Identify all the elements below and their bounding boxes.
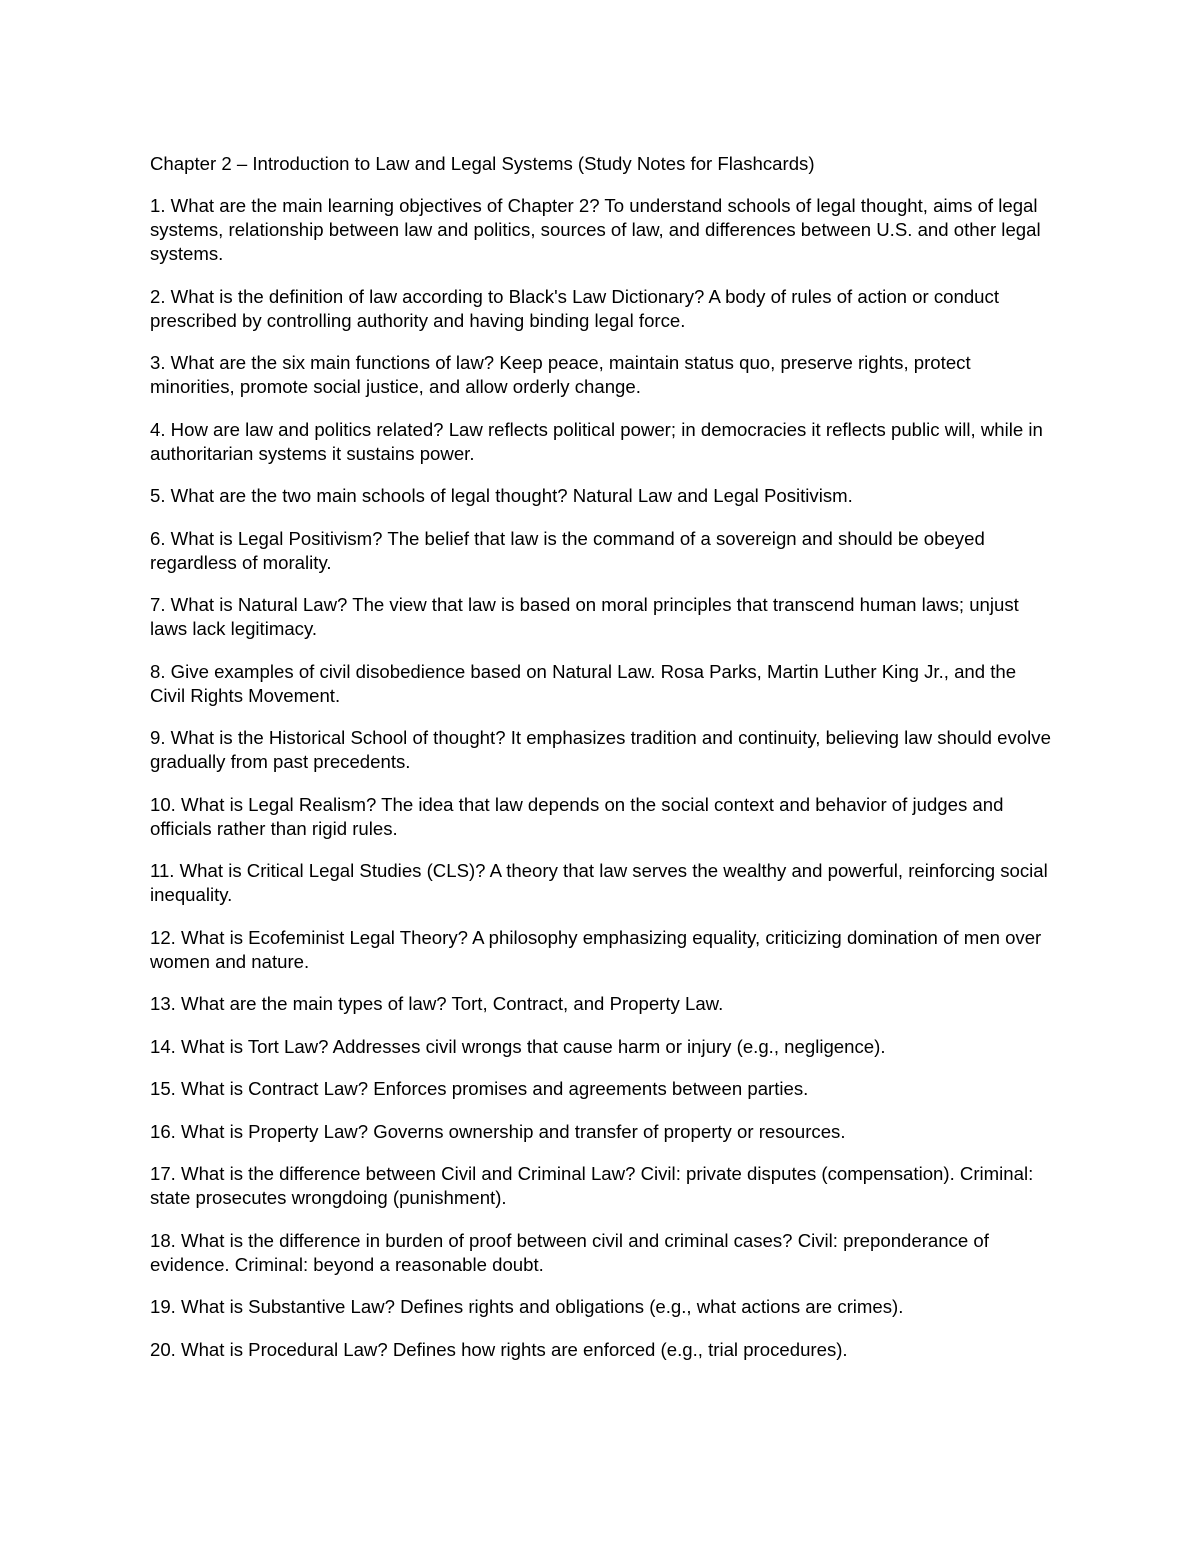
note-item-12: 12. What is Ecofeminist Legal Theory? A philosophy emphasizing equality, criticizing domination of men over women and nature.: [150, 926, 1042, 972]
note-item-14: 14. What is Tort Law? Addresses civil wrongs that cause harm or injury (e.g., negligence).: [150, 1035, 886, 1057]
note-item-17: 17. What is the difference between Civil and Criminal Law? Civil: private disputes (compensation). Criminal: state prosecutes wrongdoing (punishment).: [150, 1163, 1034, 1208]
note-item-16: 16. What is Property Law? Governs ownership and transfer of property or resources.: [150, 1120, 846, 1142]
document-body: [150, 152, 1055, 1380]
note-item-7: 7. What is Natural Law? The view that law is based on moral principles that transcend human laws; unjust laws lack legitimacy.: [150, 594, 1019, 639]
note-item-13: 13. What are the main types of law? Tort, Contract, and Property Law.: [150, 993, 724, 1014]
note-item-4: 4. How are law and politics related? Law reflects political power; in democracies it reflects public will, while in authoritarian systems it sustains power.: [150, 418, 1043, 464]
note-item-3: 3. What are the six main functions of law? Keep peace, maintain status quo, preserve rights, protect minorities, promote social justice, and allow orderly change.: [150, 352, 971, 397]
note-item-18: 18. What is the difference in burden of proof between civil and criminal cases? Civil: preponderance of evidence. Criminal: beyond a reasonable doubt.: [150, 1229, 989, 1275]
note-item-8: 8. Give examples of civil disobedience based on Natural Law. Rosa Parks, Martin Luther King Jr., and the Civil Rights Movement.: [150, 660, 1017, 706]
note-item-11: 11. What is Critical Legal Studies (CLS)? A theory that law serves the wealthy and powerful, reinforcing social inequality.: [150, 860, 1048, 905]
note-item-15: 15. What is Contract Law? Enforces promises and agreements between parties.: [150, 1078, 809, 1099]
note-item-6: 6. What is Legal Positivism? The belief that law is the command of a sovereign and should be obeyed regardless of morality.: [150, 527, 985, 573]
note-item-9: 9. What is the Historical School of thought? It emphasizes tradition and continuity, believing law should evolve gradually from past precedents.: [150, 727, 1051, 772]
document-title: Chapter 2 – Introduction to Law and Legal Systems (Study Notes for Flashcards): [150, 153, 815, 174]
note-item-5: 5. What are the two main schools of legal thought? Natural Law and Legal Positivism.: [150, 485, 853, 506]
note-item-20: 20. What is Procedural Law? Defines how rights are enforced (e.g., trial procedures).: [150, 1338, 848, 1360]
note-item-2: 2. What is the definition of law according to Black's Law Dictionary? A body of rules of action or conduct prescribed by controlling authority and having binding legal force.: [150, 285, 999, 331]
note-item-19: 19. What is Substantive Law? Defines rights and obligations (e.g., what actions are crimes).: [150, 1296, 904, 1317]
note-item-10: 10. What is Legal Realism? The idea that law depends on the social context and behavior of judges and officials rather than rigid rules.: [150, 793, 1004, 839]
note-item-1: 1. What are the main learning objectives of Chapter 2? To understand schools of legal thought, aims of legal systems, relationship between law and politics, sources of law, and differences between U.S. and other legal systems.: [150, 195, 1041, 264]
